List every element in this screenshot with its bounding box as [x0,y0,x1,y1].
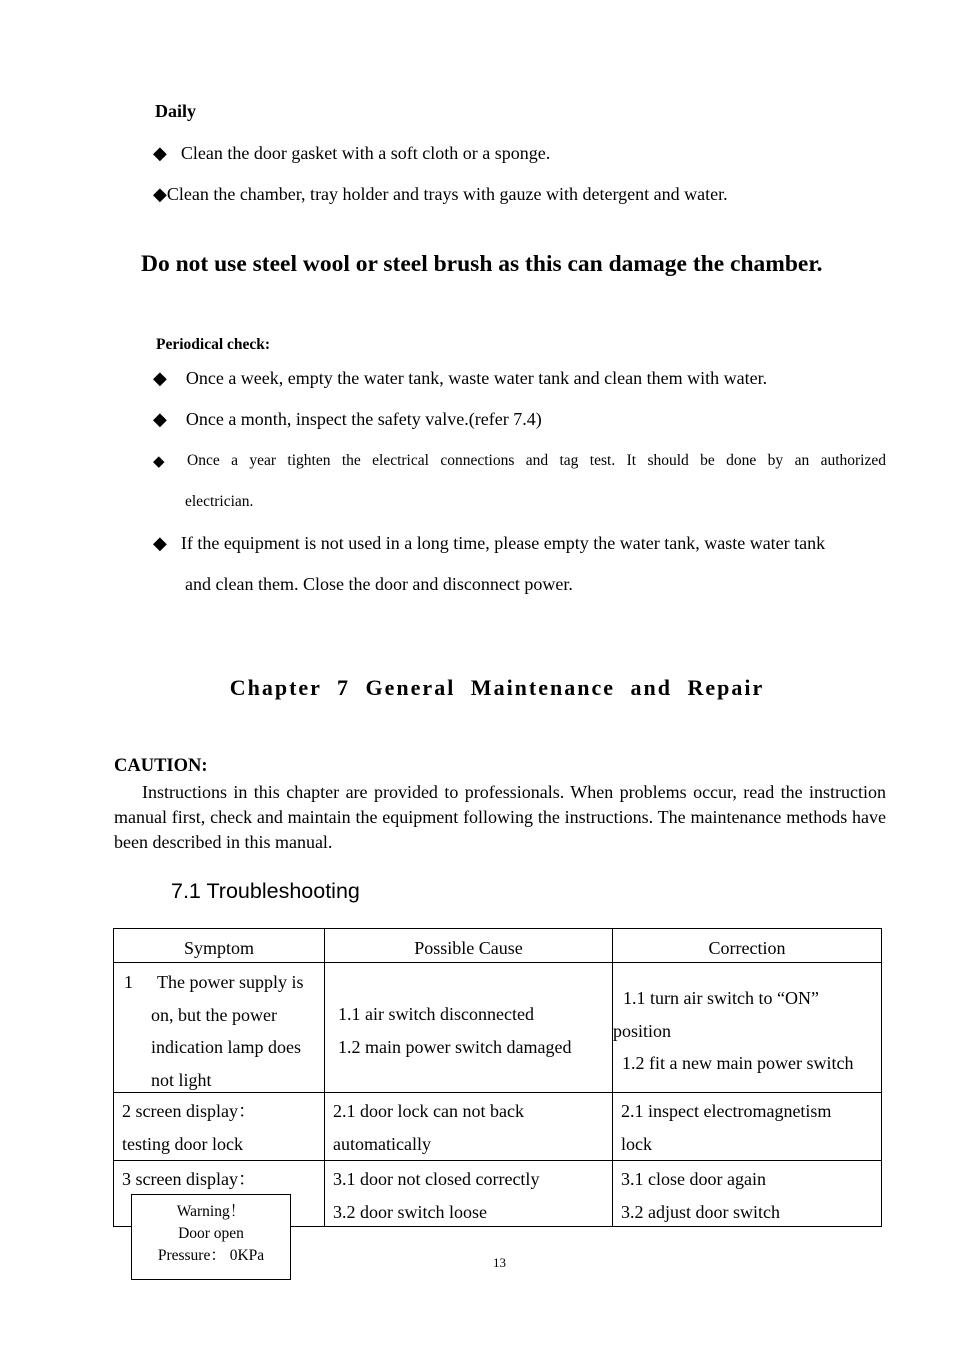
symptom-line: testing door lock [122,1133,243,1154]
symptom-text [151,966,303,1096]
steel-wool-warning: Do not use steel wool or steel brush as this can damage the chamber. [141,251,823,277]
row-number: 1 [124,972,133,992]
periodical-item-3-line-2: electrician. [185,493,254,510]
correction-text [613,982,853,1080]
periodical-heading: Periodical check: [156,336,271,353]
cause-line: 3.1 door not closed correctly [333,1169,540,1189]
table-row [114,1093,882,1161]
correction-line: position [613,1020,672,1041]
table-cell-correction [613,1093,882,1161]
table-cell-cause [325,1161,613,1227]
cause-line: 1.1 air switch disconnected [338,1004,534,1024]
cause-line: 1.2 main power switch damaged [338,1036,572,1057]
caution-label: CAUTION: [114,756,208,776]
diamond-bullet-icon: ◆ [153,454,165,470]
table-cell-symptom [114,963,325,1093]
correction-line: lock [621,1133,652,1154]
table-cell-cause [325,963,613,1093]
periodical-item-4 [153,533,825,554]
table-cell-cause [325,1093,613,1161]
daily-item-1 [153,143,550,164]
periodical-item-3-line-1: Once a year tighten the electrical connections and tag test. It should be done by an authorized [187,452,886,469]
periodical-item-2-text: Once a month, inspect the safety valve.(refer 7.4) [185,409,542,429]
table-header-cell [613,929,882,963]
cause-text [338,998,571,1063]
table-cell-correction [613,1161,882,1227]
display-line-door-open: Door open [178,1225,244,1242]
header-possible-cause: Possible Cause [414,938,523,958]
periodical-item-1 [153,368,767,389]
periodical-item-4-line-1: If the equipment is not used in a long time, please empty the water tank, waste water tank [180,533,826,553]
display-line-warning: Warning！ [176,1203,246,1220]
screen-display-box [131,1194,291,1280]
diamond-bullet-icon: ◆ [153,184,167,204]
periodical-item-2 [153,409,542,430]
correction-line: 3.2 adjust door switch [621,1201,780,1222]
periodical-item-1-text: Once a week, empty the water tank, waste water tank and clean them with water. [185,368,768,388]
display-line-pressure: Pressure： 0KPa [157,1247,265,1264]
table-row [114,963,882,1093]
symptom-line: The power supply is [157,972,304,992]
table-cell-correction [613,963,882,1093]
symptom-line: 3 screen display： [122,1169,256,1189]
periodical-item-4-line-2: and clean them. Close the door and disconnect power. [185,574,573,594]
symptom-line: not light [151,1069,212,1090]
chapter-title: Chapter 7 General Maintenance and Repair [229,675,765,700]
page-number: 13 [493,1255,506,1270]
diamond-bullet-icon: ◆ [153,143,167,163]
symptom-line: indication lamp does [151,1037,301,1057]
table-header-cell [325,929,613,963]
daily-heading: Daily [155,101,197,121]
table-header-row [114,929,882,963]
header-correction: Correction [708,938,786,958]
diamond-bullet-icon: ◆ [153,533,167,553]
daily-item-2 [153,184,728,205]
daily-item-1-text: Clean the door gasket with a soft cloth or a sponge. [180,143,551,163]
cause-line: automatically [333,1133,431,1154]
header-symptom: Symptom [183,938,254,958]
correction-line: 1.1 turn air switch to “ON” [623,988,819,1008]
symptom-line: on, but the power [151,1004,277,1025]
caution-text: Instructions in this chapter are provided to professionals. When problems occur, read the instruction manual first, check and maintain the equipment following the instructions. The maintenance methods have been described in this manual. [114,782,886,852]
diamond-bullet-icon: ◆ [153,409,167,429]
table-header-cell [114,929,325,963]
troubleshooting-table [113,928,882,1227]
daily-item-2-text: Clean the chamber, tray holder and trays with gauze with detergent and water. [166,184,728,204]
cause-line: 3.2 door switch loose [333,1201,487,1222]
correction-line: 3.1 close door again [621,1169,766,1189]
periodical-item-3 [153,452,165,471]
correction-line: 2.1 inspect electromagnetism [621,1101,832,1121]
symptom-line: 2 screen display： [122,1101,256,1121]
section-title: 7.1 Troubleshooting [171,879,360,903]
cause-line: 2.1 door lock can not back [333,1101,524,1121]
diamond-bullet-icon: ◆ [153,368,167,388]
correction-line: 1.2 fit a new main power switch [622,1053,854,1073]
table-cell-symptom [114,1093,325,1161]
